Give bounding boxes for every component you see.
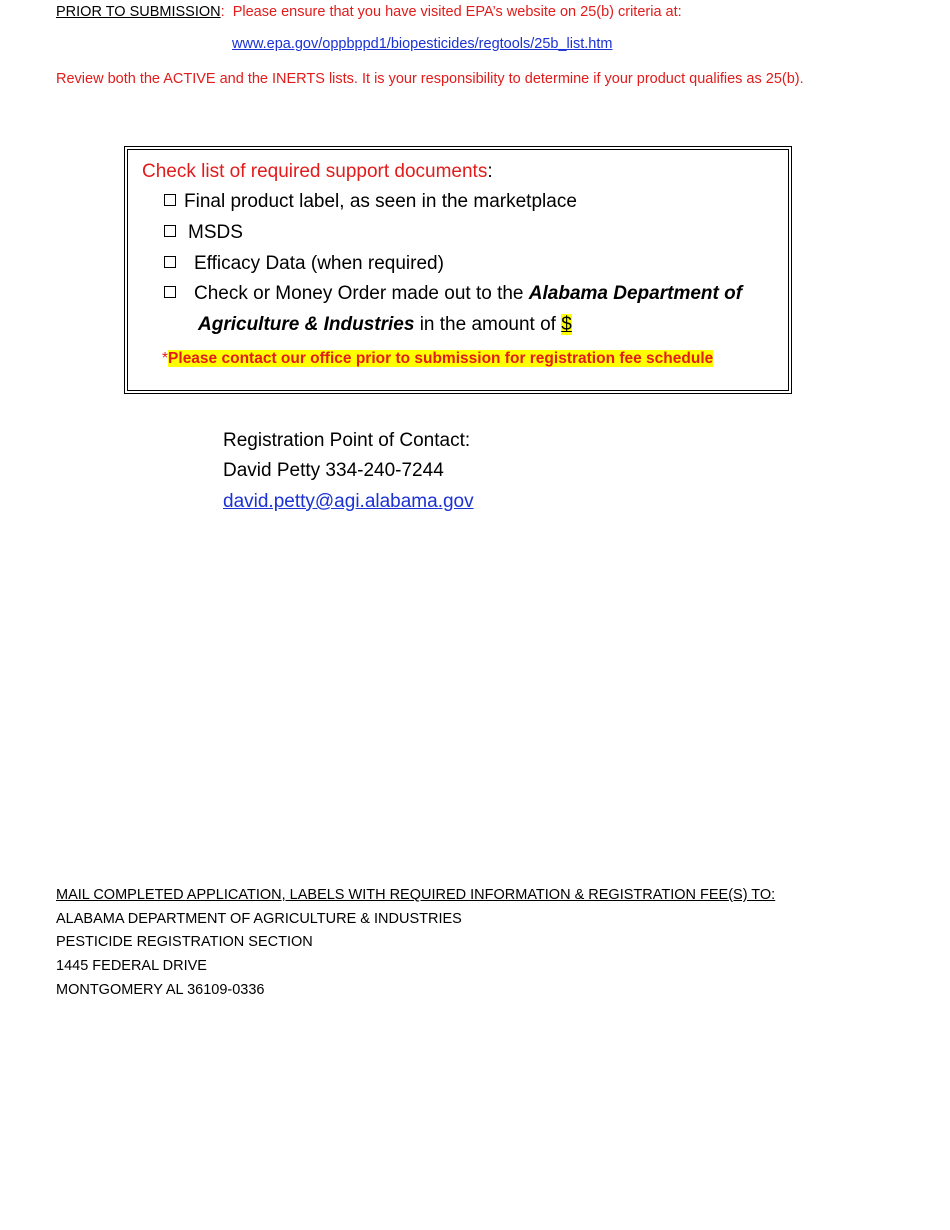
mailing-heading: MAIL COMPLETED APPLICATION, LABELS WITH REQUIRED INFORMATION & REGISTRATION FEE(S) TO: xyxy=(56,887,776,903)
epa-25b-link[interactable]: www.epa.gov/oppbppd1/biopesticides/regtools/25b_list.htm xyxy=(232,36,613,52)
checklist-item-text: MSDS xyxy=(188,222,243,243)
payment-prefix: Check or Money Order made out to the xyxy=(194,283,529,304)
checklist-item-payment xyxy=(164,282,742,306)
checklist-item-efficacy xyxy=(164,252,444,276)
checklist-title xyxy=(142,160,493,184)
contact-email-link[interactable]: david.petty@agi.alabama.gov xyxy=(223,491,474,512)
fee-schedule-note xyxy=(162,349,713,369)
prior-to-submission-text: Please ensure that you have visited EPA’s website on 25(b) criteria at: xyxy=(224,4,682,20)
checklist-title-colon: : xyxy=(487,161,493,182)
mailing-line: MONTGOMERY AL 36109-0336 xyxy=(56,982,265,998)
contact-heading: Registration Point of Contact: xyxy=(223,430,471,451)
review-lists-text: Review both the ACTIVE and the INERTS lists. It is your responsibility to determine if your product qualifies as 25(b). xyxy=(56,71,804,87)
prior-to-submission-line xyxy=(56,3,682,21)
checkbox-icon[interactable] xyxy=(164,256,176,268)
mailing-line: 1445 FEDERAL DRIVE xyxy=(56,958,207,974)
prior-colon: : xyxy=(220,4,225,20)
mailing-line: ALABAMA DEPARTMENT OF AGRICULTURE & INDUSTRIES xyxy=(56,911,462,927)
checkbox-icon[interactable] xyxy=(164,225,176,237)
mailing-line: PESTICIDE REGISTRATION SECTION xyxy=(56,934,313,950)
fee-note-asterisk: * xyxy=(162,350,169,367)
checkbox-icon[interactable] xyxy=(164,286,176,298)
checklist-item-text: Final product label, as seen in the marketplace xyxy=(184,191,577,212)
payment-amount: $ xyxy=(561,314,572,335)
checklist-item-msds xyxy=(164,221,243,245)
fee-note-text: Please contact our office prior to submission for registration fee schedule xyxy=(168,350,714,367)
payment-suffix: in the amount of xyxy=(414,314,562,335)
support-documents-checklist xyxy=(124,146,792,394)
epa-link-line xyxy=(232,35,612,53)
contact-email-line xyxy=(223,490,474,514)
checklist-title-text: Check list of required support documents xyxy=(142,161,488,182)
payment-payee-line2: Agriculture & Industries xyxy=(198,314,415,335)
payment-payee-line1: Alabama Department of xyxy=(528,283,743,304)
checklist-item-text: Efficacy Data (when required) xyxy=(194,253,444,274)
checklist-item-payment-continued xyxy=(198,313,572,337)
checkbox-icon[interactable] xyxy=(164,194,176,206)
checklist-item-final-label xyxy=(164,190,577,214)
contact-name-phone: David Petty 334-240-7244 xyxy=(223,460,444,481)
prior-to-submission-label: PRIOR TO SUBMISSION xyxy=(56,4,221,20)
